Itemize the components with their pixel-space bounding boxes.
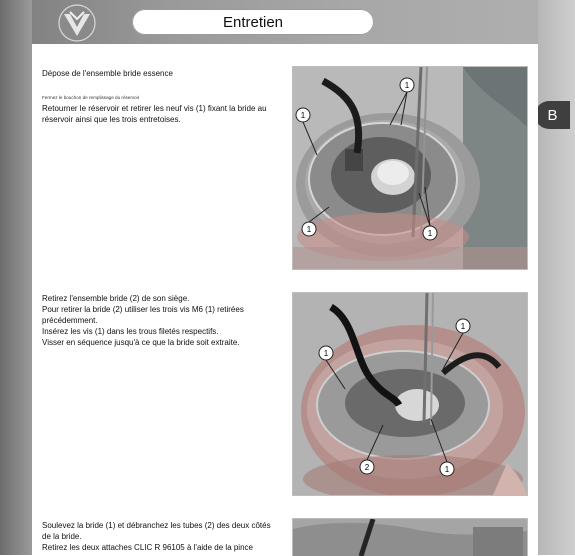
step-1-caption: Fermez le bouchon de remplissage du réservoir [42, 95, 140, 100]
step-3-line: Retirez les deux attaches CLIC R 96105 à l'aide de la pince [42, 543, 253, 552]
step-3-line: Soulevez la bride (1) et débranchez les tubes (2) des deux côtés [42, 521, 271, 530]
step-2-text [42, 293, 282, 348]
step-1-heading: Dépose de l'ensemble bride essence [42, 69, 173, 78]
step-3-photo [292, 518, 528, 556]
step-1-text [42, 68, 282, 125]
flange-removal-photo [293, 293, 527, 495]
section-tab[interactable] [535, 101, 570, 129]
callout-marker: 1 [306, 225, 312, 234]
step-1-line: réservoir ainsi que les trois entretoises. [42, 115, 181, 124]
callout-marker: 1 [300, 111, 306, 120]
page-title-text: Entretien [222, 13, 284, 31]
right-margin-band [538, 0, 575, 555]
callout-marker: 1 [444, 465, 450, 474]
step-3-line: de la bride. [42, 532, 82, 541]
step-2-line: Retirez l'ensemble bride (2) de son siège. [42, 294, 190, 303]
partial-photo [293, 519, 527, 556]
callout-marker: 1 [427, 229, 433, 238]
section-tab-label: B [547, 106, 558, 124]
step-1-line: Retourner le réservoir et retirer les neuf vis (1) fixant la bride au [42, 104, 267, 113]
mv-logo-icon [54, 0, 100, 44]
step-2-line: Pour retirer la bride (2) utiliser les trois vis M6 (1) retirées [42, 305, 244, 314]
step-1-photo [292, 66, 528, 270]
step-2-line: Visser en séquence jusqu'à ce que la bride soit extraite. [42, 338, 240, 347]
callout-marker: 1 [323, 349, 329, 358]
page-title [132, 9, 374, 35]
fuel-tank-flange-photo [293, 67, 527, 269]
callout-marker: 1 [404, 81, 410, 90]
step-2-line: Insérez les vis (1) dans les trous filetés respectifs. [42, 327, 219, 336]
left-margin-band [0, 0, 32, 555]
callout-marker: 1 [460, 322, 466, 331]
step-2-photo [292, 292, 528, 496]
step-2-line: précédemment. [42, 316, 98, 325]
callout-marker: 2 [364, 463, 370, 472]
step-3-text [42, 520, 282, 553]
brand-logo [54, 0, 100, 44]
